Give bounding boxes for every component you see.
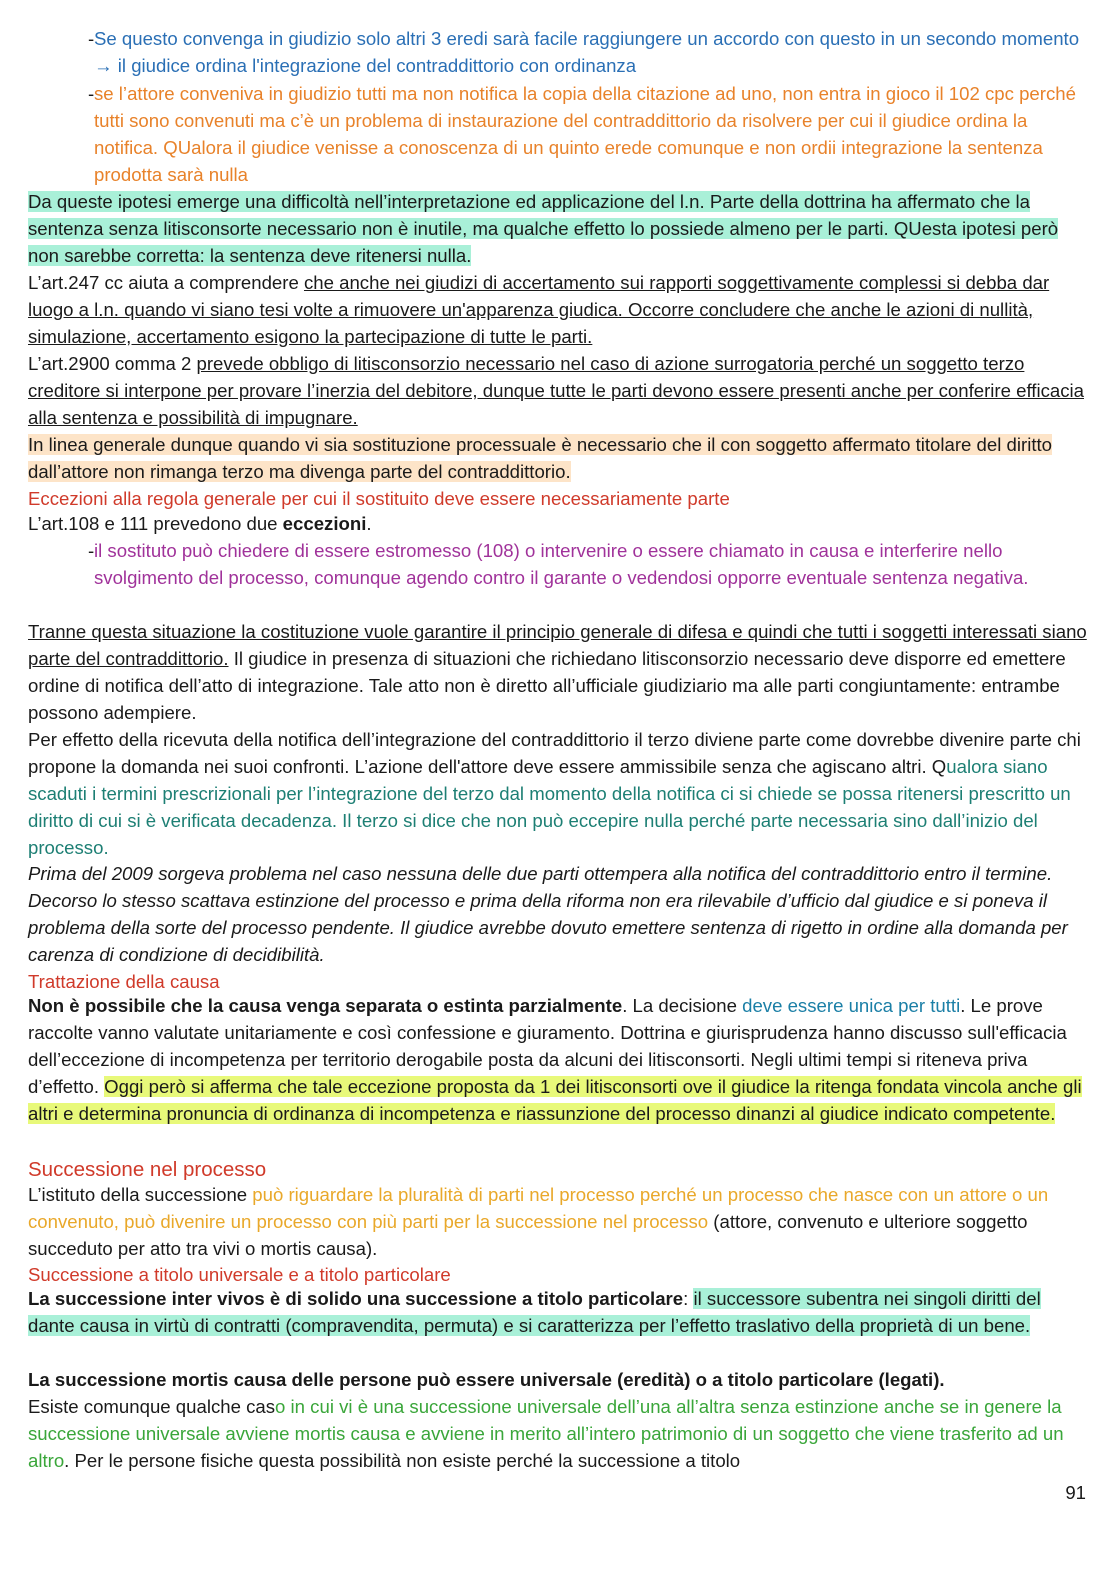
text-run: . [366, 513, 372, 534]
bullet-text: se l’attore conveniva in giudizio tutti ma non notifica la copia della citazione ad uno, non entra in gioco il 102 cpc perché tutti sono convenuti ma c’è un problema di instaurazione del contraddittorio da risolvere per cui il giudice ordina la notifica. QUalora il giudice venisse a conoscenza di un quinto erede comunque e non ordii integrazione la sentenza prodotta sarà nulla [94, 83, 1076, 185]
text-run: . Per le persone fisiche questa possibilità non esiste perché la successione a titolo [64, 1450, 741, 1471]
highlighted-text: il successore subentra nei singoli diritti del dante causa in virtù di contratti (compravendita, permuta) e si caratterizza per l’effetto traslativo della proprietà di un bene. [28, 1288, 1041, 1336]
text-run: Per effetto della ricevuta della notifica dell’integrazione del contraddittorio il terzo diviene parte come dovrebbe divenire parte chi propone la domanda nei suoi confronti. L’azione dell'attore deve essere ammissibile senza che agiscano altri. Q [28, 729, 1081, 777]
paragraph-notifica [28, 726, 1090, 861]
paragraph-costituzione [28, 618, 1090, 726]
bullet-text: il sostituto può chiedere di essere estromesso (108) o intervenire o essere chiamato in causa e interferire nello svolgimento del processo, comunque agendo contro il garante o vedendosi opporre eventuale sentenza negativa. [94, 540, 1029, 588]
highlighted-text: dunque quando vi sia sostituzione processuale è necessario che il con soggetto affermato titolare del diritto dall’attore non rimanga terzo ma divenga parte del contraddittorio. [28, 434, 1053, 482]
text-run: Esiste comunque qualche cas [28, 1396, 276, 1417]
text-run: L’istituto della successione [28, 1184, 253, 1205]
text-run: : [683, 1288, 694, 1309]
paragraph-universale [28, 1393, 1090, 1474]
bold-text: La successione inter vivos è di solido una successione a titolo particolare [28, 1288, 684, 1309]
bullet-item [28, 80, 1090, 188]
colored-text: ualora siano scaduti i termini prescrizionali per l’integrazione del terzo dal momento della notifica ci si chiede se possa ritenersi prescritto un diritto di cui si è verificata decadenza. Il terzo si dice che non può eccepire nulla perché parte necessaria sino dall’inizio del processo. [28, 756, 1071, 858]
text-run: . Le prove raccolte vanno valutate unitariamente e così confessione e giuramento. Dottrina e giurisprudenza hanno discusso sull'efficacia dell’eccezione di incompetenza per territorio derogabile posta da alcuni dei litisconsorti. Negli ultimi tempi si riteneva priva d’effetto. [28, 995, 1067, 1097]
paragraph-successione [28, 1181, 1090, 1262]
text-run: L’art.2900 comma 2 [28, 353, 197, 374]
paragraph-art2900 [28, 350, 1090, 431]
underlined-text: prevede obbligo di litisconsorzio necessario nel caso di azione surrogatoria perché un soggetto terzo creditore si interpone per provare l’inerzia del debitore, dunque tutte le parti devono essere presenti anche per conferire efficacia alla sentenza e possibilità di impugnare. [28, 353, 1084, 428]
section-heading: Eccezioni alla regola generale per cui il sostituito deve essere necessariamente parte [28, 488, 730, 509]
bullet-dash: - [88, 28, 95, 49]
paragraph-trattazione [28, 992, 1090, 1127]
text-run: L’art.108 e 111 prevedono due [28, 513, 283, 534]
text-run: L’art.247 cc aiuta a comprendere [28, 272, 304, 293]
bullet-text: Se questo convenga in giudizio solo altri 3 eredi sarà facile raggiungere un accordo con questo in un secondo momento → il giudice ordina l'integrazione del contraddittorio con ordinanza [94, 28, 1080, 76]
bullet-dash: - [88, 540, 95, 561]
paragraph-linea-generale [28, 431, 1090, 485]
paragraph-art247 [28, 269, 1090, 350]
bullet-item [28, 25, 1090, 79]
colored-text: può riguardare la pluralità di parti nel processo perché un processo che nasce con un attore o un convenuto, può divenire un processo con più parti per la successione nel processo [28, 1184, 1049, 1232]
highlighted-text: Oggi però si afferma che tale eccezione proposta da 1 dei litisconsorti ove il giudice la ritenga fondata vincola anche gli altri e determina pronuncia di ordinanza di incompetenza e riassunzione del processo dinanzi al giudice indicato competente. [28, 1076, 1082, 1124]
text-run: (attore, convenuto e ulteriore soggetto succeduto per atto tra vivi o mortis causa). [28, 1211, 1028, 1259]
colored-text: deve essere unica per tutti [742, 995, 961, 1016]
paragraph-prima-2009: Prima del 2009 sorgeva problema nel caso nessuna delle due parti ottempera alla notifica del contraddittorio entro il termine. Decorso lo stesso scattava estinzione del processo e prima della riforma non era rilevabile d’ufficio dal giudice e si poneva il problema della sorte del processo pendente. Il giudice avrebbe dovuto emettere sentenza di rigetto in ordine alla domanda per carenza di condizione di decidibilità. [28, 863, 1068, 965]
text-run: Il giudice in presenza di situazioni che richiedano litisconsorzio necessario deve disporre ed emettere ordine di notifica dell’atto di integrazione. Tale atto non è diretto all’ufficiale giudiziario ma alle parti congiuntamente: entrambe possono adempiere. [28, 648, 1066, 723]
bullet-dash: - [88, 83, 95, 104]
text-run: In linea generale [28, 434, 171, 455]
text-run: . La decisione [622, 995, 743, 1016]
underlined-text: che anche nei giudizi di accertamento sui rapporti soggettivamente complessi si debba dar luogo a l.n. quando vi siano tesi volte a rimuovere un'apparenza giudica. Occorre concludere che anche le azioni di nullità, simulazione, accertamento esigono la partecipazione di tutte le parti. [28, 272, 1050, 347]
colored-text: o in cui vi è una successione universale dell’una all’altra senza estinzione anche se in genere la successione universale avviene mortis causa e avviene in merito all’intero patrimonio di un soggetto che viene trasferito ad un altro [28, 1396, 1064, 1471]
bold-text: eccezioni [282, 513, 367, 534]
paragraph-litisconsorzio [28, 188, 1090, 269]
paragraph-inter-vivos [28, 1285, 1090, 1339]
bullet-item [28, 537, 1090, 591]
paragraph-mortis-causa: La successione mortis causa delle persone può essere universale (eredità) o a titolo particolare (legati). [28, 1369, 945, 1390]
bold-text: Non è possibile che la causa venga separata o estinta parzialmente [28, 995, 623, 1016]
paragraph-eccezioni [28, 510, 1090, 537]
page-number: 91 [1065, 1482, 1086, 1503]
underlined-text: Tranne questa situazione la costituzione vuole garantire il principio generale di difesa e quindi che tutti i soggetti interessati siano parte del contraddittorio. [28, 621, 1087, 669]
section-heading: Successione a titolo universale e a titolo particolare [28, 1264, 451, 1285]
section-heading: Successione nel processo [28, 1158, 267, 1181]
highlighted-text: Da queste ipotesi emerge una difficoltà nell’interpretazione ed applicazione del l.n. Parte della dottrina ha affermato che la sentenza senza litisconsorte necessario non è inutile, ma qualche effetto lo possiede almeno per le parti. QUesta ipotesi però non sarebbe corretta: la sentenza deve ritenersi nulla. [28, 191, 1059, 266]
section-heading: Trattazione della causa [28, 971, 220, 992]
